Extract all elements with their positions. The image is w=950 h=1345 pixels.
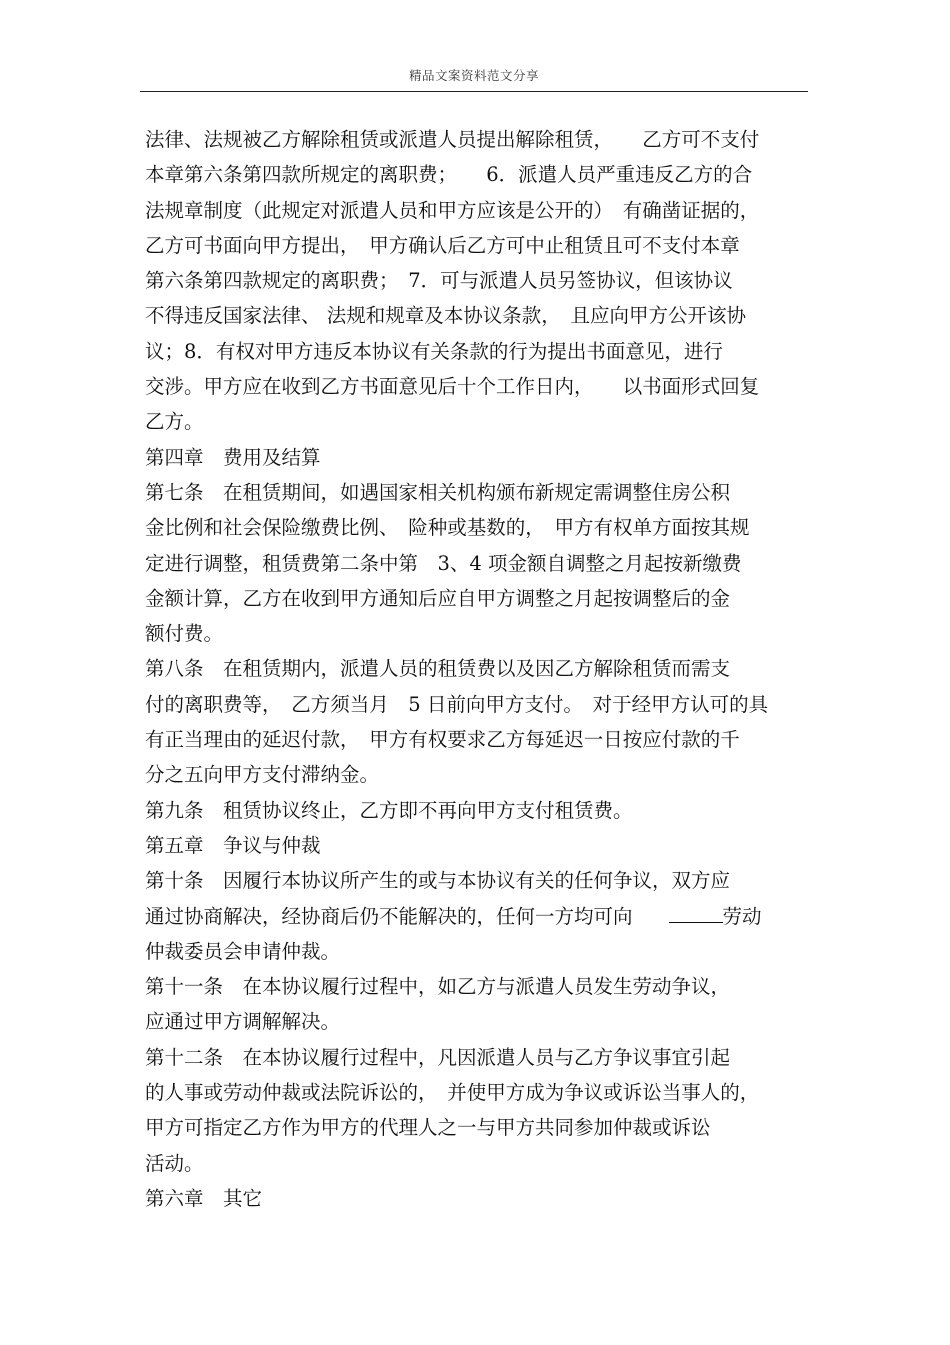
chapter-heading: 第五章 争议与仲裁: [145, 833, 321, 857]
text-line: 不得违反国家法律、 法规和规章及本协议条款， 且应向甲方公开该协: [145, 304, 746, 328]
text-segment: 通过协商解决，经协商后仍不能解决的，任何一方均可向: [145, 904, 633, 928]
text-line: 活动。: [145, 1151, 204, 1175]
article-line: 第十一条 在本协议履行过程中，如乙方与派遣人员发生劳动争议，: [145, 975, 731, 999]
article-line: 第七条 在租赁期间，如遇国家相关机构颁布新规定需调整住房公积: [145, 480, 731, 504]
page-header: 精品文案资料范文分享: [408, 68, 539, 83]
header-divider: [140, 91, 808, 92]
text-line: 定进行调整，租赁费第二条中第 3、4 项金额自调整之月起按新缴费: [145, 551, 742, 575]
text-line: 分之五向甲方支付滞纳金。: [145, 763, 380, 787]
article-line: 第十二条 在本协议履行过程中，凡因派遣人员与乙方争议事宜引起: [145, 1045, 731, 1069]
text-line: 第六条第四款规定的离职费； 7．可与派遣人员另签协议，但该协议: [145, 269, 733, 293]
text-line: 的人事或劳动仲裁或法院诉讼的， 并使甲方成为争议或诉讼当事人的，: [145, 1081, 760, 1105]
text-line: 金额计算，乙方在收到甲方通知后应自甲方调整之月起按调整后的金: [145, 586, 731, 610]
document-body: [145, 122, 810, 1216]
article-line: 第十条 因履行本协议所产生的或与本协议有关的任何争议，双方应: [145, 869, 731, 893]
text-line: 法律、法规被乙方解除租赁或派遣人员提出解除租赁， 乙方可不支付: [145, 128, 760, 151]
text-line: 有正当理由的延迟付款， 甲方有权要求乙方每延迟一日按应付款的千: [145, 728, 740, 752]
text-line: 议；8．有权对甲方违反本协议有关条款的行为提出书面意见，进行: [145, 339, 723, 363]
text-line: 应通过甲方调解解决。: [145, 1010, 341, 1034]
chapter-heading: 第六章 其它: [145, 1186, 263, 1210]
text-line: 付的离职费等， 乙方须当月 5 日前向甲方支付。 对于经甲方认可的具: [145, 692, 769, 716]
article-line: 第九条 租赁协议终止，乙方即不再向甲方支付租赁费。: [145, 798, 633, 822]
fill-in-blank: [669, 903, 723, 923]
text-line: 乙方。: [145, 410, 204, 434]
text-line: 金比例和社会保险缴费比例、 险种或基数的， 甲方有权单方面按其规: [145, 516, 750, 540]
text-line: 乙方可书面向甲方提出， 甲方确认后乙方可中止租赁且可不支付本章: [145, 233, 740, 257]
article-line: 第八条 在租赁期内，派遣人员的租赁费以及因乙方解除租赁而需支: [145, 657, 731, 681]
text-segment: 劳动: [722, 904, 762, 928]
text-line: 交涉。甲方应在收到乙方书面意见后十个工作日内， 以书面形式回复: [145, 375, 760, 399]
text-line: 仲裁委员会申请仲裁。: [145, 939, 341, 963]
text-line: 本章第六条第四款所规定的离职费； 6．派遣人员严重违反乙方的合: [145, 163, 753, 187]
text-line: 额付费。: [145, 622, 224, 646]
text-line-with-blank: [145, 899, 810, 934]
text-line: 甲方可指定乙方作为甲方的代理人之一与甲方共同参加仲裁或诉讼: [145, 1116, 711, 1140]
chapter-heading: 第四章 费用及结算: [145, 445, 321, 469]
text-line: 法规章制度（此规定对派遣人员和甲方应该是公开的） 有确凿证据的，: [145, 198, 760, 222]
